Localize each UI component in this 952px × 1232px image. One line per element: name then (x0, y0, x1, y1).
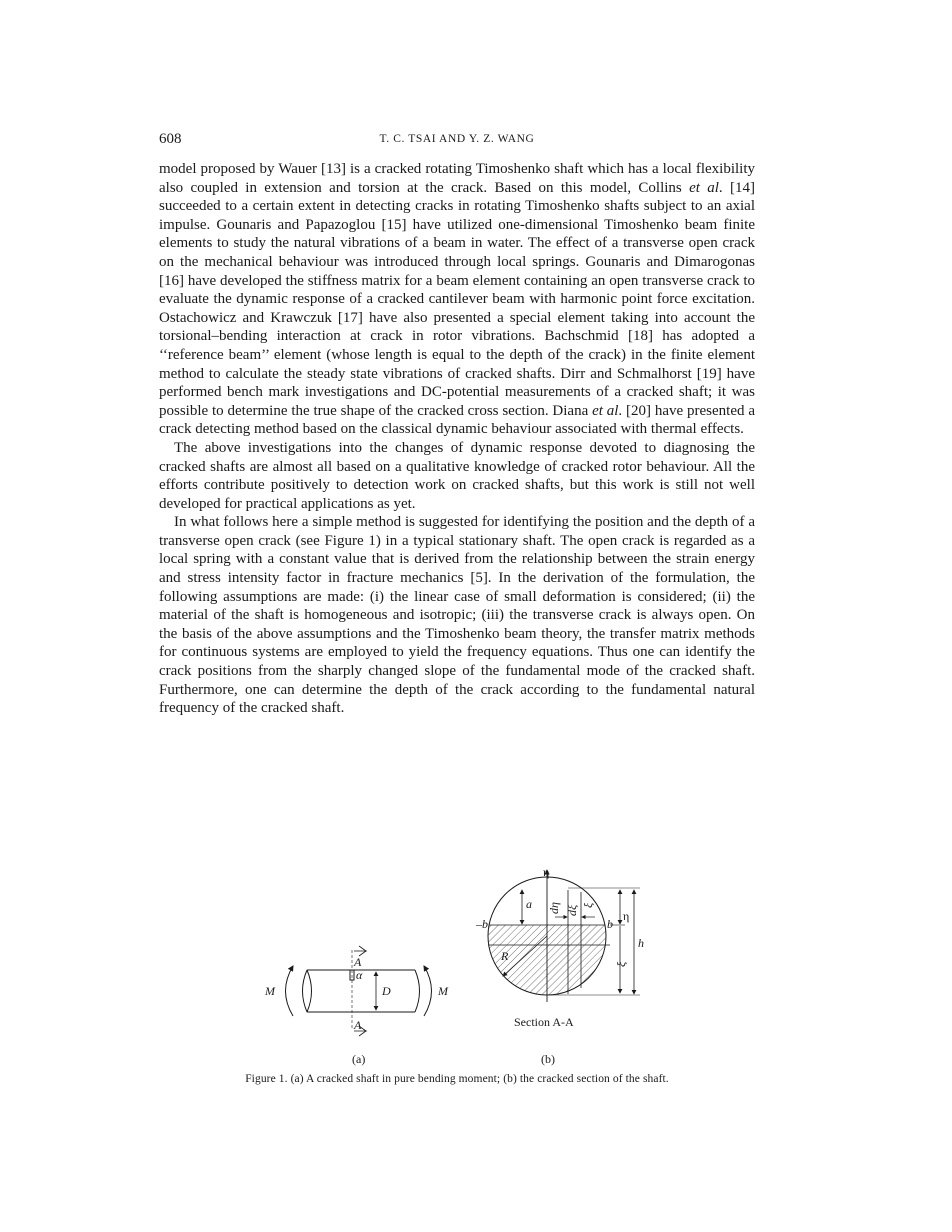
cracked-section-drawing (475, 865, 644, 1029)
body-text (159, 160, 755, 718)
label-eta-axis: η (543, 865, 550, 879)
p1-et-al-2: et al (592, 402, 619, 419)
p1-text-b: . [14] succeeded to a certain extent in detecting cracks in rotating Timoshenko shafts subject to an axial impulse. Gounaris and Papazoglou [15] have utilized one-dimensional Timoshenko beam finite elements to study the natural vibrations of a beam in water. The effect of a transverse open crack on the mechanical behaviour was introduced through local springs. Gounaris and Dimarogonas [16] have developed the stiffness matrix for a beam element containing an open transverse crack to evaluate the dynamic response of a cracked cantilever beam with harmonic point force excitation. Ostachowicz and Krawczuk [17] have also presented a special element taking into account the torsional–bending interaction at crack in rotor vibrations. Bachschmid [18] has adopted a ‘‘reference beam’’ element (whose length is equal to the depth of the crack) in the finite element method to calculate the steady state vibrations of cracked shafts. Dirr and Schmalhorst [19] have performed bench mark investigations and DC-potential measurements of a cracked shaft; it was possible to determine the true shape of the cracked cross section. Diana (159, 179, 755, 419)
moment-arrow-right (424, 966, 432, 1016)
cracked-shaft-drawing (264, 946, 449, 1036)
paragraph-2: The above investigations into the changes of dynamic response devoted to diagnosing the cracked shafts are almost all based on a qualitative knowledge of cracked rotor behaviour. All the efforts contribute positively to detection work on cracked shafts, but this work is still not well developed for practical applications as yet. (159, 439, 755, 512)
label-minus-b: –b (476, 917, 488, 931)
label-deta: dη (547, 902, 561, 914)
page-number: 608 (159, 131, 182, 147)
section-label: Section A-A (514, 1015, 574, 1029)
paragraph-1 (159, 160, 755, 439)
subfigure-label-b: (b) (541, 1052, 555, 1066)
figure-caption: Figure 1. (a) A cracked shaft in pure bending moment; (b) the cracked section of the shaft. (245, 1073, 669, 1085)
running-head: T. C. TSAI AND Y. Z. WANG (379, 133, 535, 145)
label-dxi: dξ (565, 904, 579, 916)
label-A-bottom: A (354, 1018, 362, 1032)
label-xi-2: ξ (581, 902, 595, 908)
shaft-right-end (415, 970, 420, 1012)
subfigure-label-a: (a) (352, 1052, 366, 1066)
page-header (159, 131, 755, 151)
p1-text-c: . [20] have presented a crack detecting method based on the classical dynamic behaviour associated with thermal effects. (159, 402, 755, 438)
label-a: a (526, 897, 532, 911)
crack-band-hatch (488, 925, 608, 945)
p1-et-al-1: et al (689, 179, 719, 196)
lower-right-hatch (548, 945, 608, 1005)
label-b: b (607, 917, 613, 931)
lower-left-hatch (488, 945, 548, 1005)
label-R: R (501, 949, 509, 963)
label-eta: η (623, 909, 630, 923)
shaft-left-end-back (307, 970, 312, 1012)
shaft-left-end (303, 970, 308, 1012)
label-M-left: M (265, 984, 275, 998)
moment-arrow-left (286, 966, 294, 1016)
paragraph-3: In what follows here a simple method is suggested for identifying the position and the depth of a transverse open crack (see Figure 1) in a typical stationary shaft. The open crack is regarded as a local spring with a constant value that is derived from the relationship between the strain energy and stress intensity factor in fracture mechanics [5]. In the derivation of the formulation, the following assumptions are made: (i) the linear case of small deformation is considered; (ii) the material of the shaft is homogeneous and isotropic; (iii) the transverse crack is always open. On the basis of the above assumptions and the Timoshenko beam theory, the transfer matrix methods for continuous systems are employed to yield the frequency equations. Thus one can identify the crack positions from the sharply changed slope of the fundamental mode of the cracked shaft. Furthermore, one can determine the depth of the crack according to the fundamental natural frequency of the cracked shaft. (159, 514, 755, 717)
label-A-top: A (354, 955, 362, 969)
label-M-right: M (438, 984, 448, 998)
label-D: D (382, 984, 391, 998)
label-xi: ξ (614, 961, 628, 967)
p1-text-a: model proposed by Wauer [13] is a cracked rotating Timoshenko shaft which has a local flexibility also coupled in extension and torsion at the crack. Based on this model, Collins (159, 161, 755, 196)
label-h: h (638, 936, 644, 950)
figure-1 (250, 862, 660, 1072)
figure-1-drawing (250, 862, 660, 1062)
label-alpha: α (356, 968, 363, 982)
